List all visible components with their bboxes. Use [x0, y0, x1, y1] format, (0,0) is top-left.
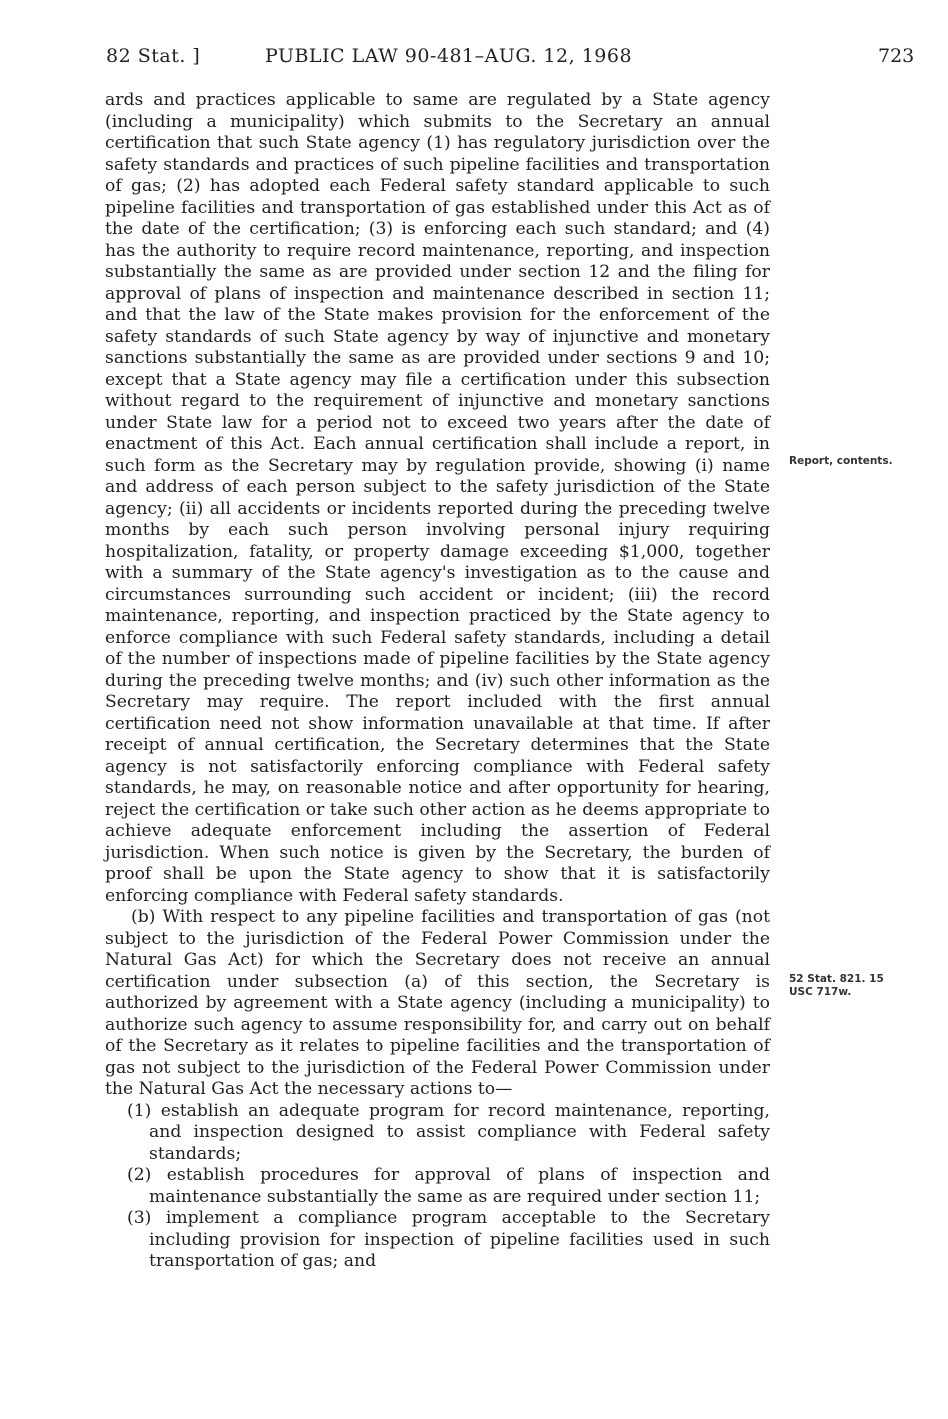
body-text [105, 90, 770, 1273]
running-header: PUBLIC LAW 90-481–AUG. 12, 1968 [265, 45, 633, 67]
margin-note-citation: 52 Stat. 821. 15 USC 717w. [789, 973, 884, 998]
paragraph-subsection-b: (b) With respect to any pipeline facilities and transportation of gas (not subject to the jurisdiction of the Federal Power Commission under the Natural Gas Act) for which the Secretary does not receive an annual certification under subsection (a) of this section, the Secretary is authorized by agreement with a State agency (including a municipality) to authorize such agency to assume responsibility for, and carry out on behalf of the Secretary as it relates to pipeline facilities and the transportation of gas not subject to the jurisdiction of the Federal Power Commission under the Natural Gas Act the necessary actions to— [105, 907, 770, 1099]
list-item: (1) establish an adequate program for record maintenance, reporting, and inspection designed to assist compliance with Federal safety standards; [127, 1100, 770, 1164]
list-item: (3) implement a compliance program acceptable to the Secretary including provision for inspection of pipeline facilities used in such transportation of gas; and [127, 1208, 770, 1271]
paragraph-continuation: ards and practices applicable to same are regulated by a State agency (including a municipality) which submits to the Secretary an annual certification that such State agency (1) has regulatory jurisdiction over the safety standards and practices of such pipeline facilities and transportation of gas; (2) has adopted each Federal safety standard applicable to such pipeline facilities and transportation of gas established under this Act as of the date of the certification; (3) is enforcing each such standard; and (4) has the authority to require record maintenance, reporting, and inspection substantially the same as are provided under section 12 and the filing for approval of plans of inspection and maintenance described in section 11; and that the law of the State makes provision for the enforcement of the safety standards of such State agency by way of injunctive and monetary sanctions substantially the same as are provided under sections 9 and 10; except that a State agency may file a certification under this subsection without regard to the requirement of injunctive and monetary sanctions under State law for a period not to exceed two years after the date of enactment of this Act. Each annual certification shall include a report, in such form as the Secretary may by regulation provide, showing (i) name and address of each person subject to the safety jurisdiction of the State agency; (ii) all accidents or incidents reported during the preceding twelve months by each such person involving personal injury requiring hospitalization, fatality, or property damage exceeding $1,000, together with a summary of the State agency's investigation as to the cause and circumstances surrounding such accident or incident; (iii) the record maintenance, reporting, and inspection practiced by the State agency to enforce compliance with such Federal safety standards, including a detail of the number of inspections made of pipeline facilities by the State agency during the preceding twelve months; and (iv) such other information as the Secretary may require. The report included with the first annual certification need not show information unavailable at that time. If after receipt of annual certification, the Secretary determines that the State agency is not satisfactorily enforcing compliance with Federal safety standards, he may, on reasonable notice and after opportunity for hearing, reject the certification or take such other action as he deems appropriate to achieve adequate enforcement including the assertion of Federal jurisdiction. When such notice is given by the Secretary, the burden of proof shall be upon the State agency to show that it is satisfactorily enforcing compliance with Federal safety standards. [105, 90, 770, 906]
statute-volume: 82 Stat. ] [106, 45, 201, 67]
page-number: 723 [878, 45, 915, 67]
list-item: (2) establish procedures for approval of plans of inspection and maintenance substantially the same as are required under section 11; [127, 1165, 770, 1207]
margin-note-report-contents: Report, contents. [789, 455, 893, 467]
